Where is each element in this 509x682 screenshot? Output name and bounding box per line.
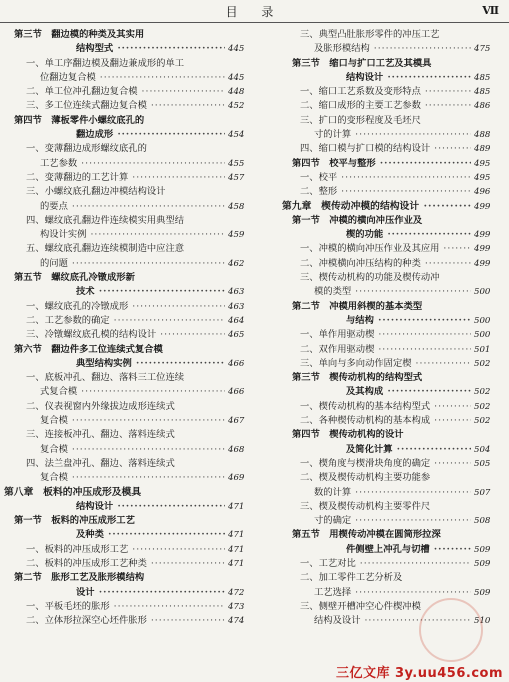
toc-entry-page: 495 <box>474 158 491 169</box>
toc-entry[interactable] <box>0 99 262 113</box>
toc-column-left <box>0 28 262 628</box>
toc-entry[interactable] <box>262 228 507 242</box>
toc-entry-title: 二、立体形拉深空心坯件胀形 ····· <box>26 614 225 628</box>
toc-entry[interactable] <box>0 42 262 56</box>
watermark <box>303 662 503 680</box>
toc-entry[interactable] <box>0 586 262 600</box>
toc-entry-page: 489 <box>474 144 491 155</box>
toc-entry-page: 500 <box>474 330 491 341</box>
toc-entry-title: 式复合模 ····· <box>40 385 225 399</box>
toc-entry[interactable] <box>0 214 262 228</box>
toc-entry-title: 结构及设计 ····· <box>314 614 471 628</box>
toc-entry-title: 的问题 ····· <box>40 257 225 271</box>
toc-entry-title: 一、校平 ····· <box>300 171 471 185</box>
toc-entry[interactable] <box>0 71 262 85</box>
toc-entry-page: 507 <box>474 487 491 498</box>
toc-entry-page: 485 <box>474 87 491 98</box>
toc-entry-title: 三、小螺纹底孔翻边冲模结构设计 <box>26 186 166 198</box>
toc-entry-page: 499 <box>474 230 491 241</box>
toc-entry[interactable] <box>0 285 262 299</box>
toc-entry[interactable] <box>0 85 262 99</box>
toc-entry-title: 三、楔及楔传动机构主要零件尺 <box>300 500 431 512</box>
toc-entry[interactable] <box>0 228 262 242</box>
toc-entry[interactable] <box>0 271 262 285</box>
toc-entry[interactable] <box>262 414 507 428</box>
toc-entry-title: 第四节 薄板零件小螺纹底孔的 <box>14 114 145 126</box>
toc-entry-page: 500 <box>474 315 491 326</box>
toc-entry-page: 469 <box>228 473 245 484</box>
toc-entry-page: 510 <box>474 616 491 627</box>
toc-column-right <box>262 28 507 628</box>
toc-entry-page: 504 <box>474 444 491 455</box>
toc-entry[interactable] <box>262 557 507 571</box>
toc-entry[interactable] <box>0 457 262 471</box>
toc-entry-page: 468 <box>228 444 245 455</box>
toc-entry-title: 二、板料的冲压成形工艺种类 ····· <box>26 557 225 571</box>
toc-entry-title: 一、楔角度与楔滑块角度的确定 ····· <box>300 457 471 471</box>
page-number: Ⅶ <box>482 4 499 17</box>
toc-entry-page: 502 <box>474 401 491 412</box>
toc-entry-title: 工艺选择 ····· <box>314 586 471 600</box>
toc-entry[interactable] <box>0 171 262 185</box>
toc-entry-title: 技术 ····· <box>76 285 225 299</box>
toc-entry[interactable] <box>262 285 507 299</box>
toc-entry[interactable] <box>262 443 507 457</box>
toc-entry[interactable] <box>262 400 507 414</box>
toc-entry-title: 二、仪表视窗内外缘拔边成形连续式 <box>26 400 175 412</box>
toc-entry[interactable] <box>262 242 507 256</box>
toc-entry[interactable] <box>0 400 262 414</box>
toc-entry-title: 第三节 缩口与扩口工艺及其模具 <box>292 57 432 69</box>
toc-entry[interactable] <box>262 28 507 42</box>
toc-entry[interactable] <box>262 171 507 185</box>
toc-entry-page: 499 <box>474 244 491 255</box>
toc-entry-title: 五、螺纹底孔翻边连续模制造中应注意 <box>26 243 185 255</box>
toc-entry[interactable] <box>0 543 262 557</box>
toc-entry[interactable] <box>0 614 262 628</box>
toc-entry-title: 一、单工序翻边模及翻边兼成形的单工 <box>26 57 185 69</box>
toc-entry-page: 472 <box>228 587 245 598</box>
toc-entry-title: 楔的功能 ····· <box>346 228 471 242</box>
toc-entry-title: 第四节 校平与整形 ····· <box>292 157 471 171</box>
page-title: 目 录 <box>225 5 284 19</box>
toc-entry-title: 四、法兰盘冲孔、翻边、落料连续式 <box>26 457 175 469</box>
toc-entry[interactable] <box>0 357 262 371</box>
toc-entry-page: 466 <box>228 358 245 369</box>
toc-entry[interactable] <box>0 28 262 42</box>
toc-entry[interactable] <box>0 557 262 571</box>
toc-entry[interactable] <box>0 157 262 171</box>
toc-entry-title: 件侧壁上冲孔与切槽 ····· <box>346 543 471 557</box>
toc-entry-page: 473 <box>228 601 245 612</box>
toc-entry[interactable] <box>262 343 507 357</box>
toc-entry-page: 466 <box>228 387 245 398</box>
toc-entry[interactable] <box>262 128 507 142</box>
toc-entry[interactable] <box>262 114 507 128</box>
toc-entry-title: 一、冲模的横向冲压作业及其应用 ····· <box>300 242 471 256</box>
toc-entry-page: 471 <box>228 544 245 555</box>
toc-entry-title: 一、工艺对比 ····· <box>300 557 471 571</box>
toc-entry[interactable] <box>0 371 262 385</box>
toc-entry-title: 第九章 楔传动冲模的结构设计 ····· <box>282 200 471 214</box>
toc-entry-title: 三、楔传动机构的功能及楔传动冲 <box>300 272 440 284</box>
toc-entry-title: 第八章 板料的冲压成形及模具 <box>4 486 142 498</box>
toc-entry-title: 复合模 ····· <box>40 471 225 485</box>
toc-entry[interactable] <box>262 314 507 328</box>
toc-entry-title: 典型结构实例 ····· <box>76 357 225 371</box>
toc-entry[interactable] <box>262 457 507 471</box>
toc-entry-title: 模的类型 ····· <box>314 285 471 299</box>
toc-entry[interactable] <box>0 343 262 357</box>
toc-entry-page: 452 <box>228 101 245 112</box>
toc-entry-title: 第二节 胀形工艺及胀形模结构 <box>14 572 145 584</box>
toc-entry[interactable] <box>0 242 262 256</box>
toc-entry-title: 结构设计 ····· <box>76 500 225 514</box>
toc-entry-title: 第四节 楔传动机构的设计 <box>292 429 404 441</box>
toc-entry[interactable] <box>0 114 262 128</box>
toc-entry-title: 设计 ····· <box>76 586 225 600</box>
toc-entry-title: 二、缩口成形的主要工艺参数 ····· <box>300 99 471 113</box>
toc-entry-title: 二、楔及楔传动机构主要功能参 <box>300 472 431 484</box>
toc-entry-page: 465 <box>228 330 245 341</box>
toc-entry-page: 509 <box>474 544 491 555</box>
toc-entry-page: 455 <box>228 158 245 169</box>
toc-entry-title: 结构设计 ····· <box>346 71 471 85</box>
toc-entry-title: 第一节 冲模的横向冲压作业及 <box>292 214 423 226</box>
toc-entry-title: 工艺参数 ····· <box>40 157 225 171</box>
toc-entry[interactable] <box>262 428 507 442</box>
toc-entry-page: 474 <box>228 616 245 627</box>
toc-entry-title: 结构型式 ····· <box>76 42 225 56</box>
toc-entry[interactable] <box>262 71 507 85</box>
toc-entry-page: 462 <box>228 258 245 269</box>
toc-entry-page: 501 <box>474 344 491 355</box>
toc-entry-title: 一、底板冲孔、翻边、落料三工位连续 <box>26 372 185 384</box>
toc-entry-title: 及简化计算 ····· <box>346 443 471 457</box>
toc-entry-page: 454 <box>228 130 245 141</box>
toc-entry[interactable] <box>262 486 507 500</box>
toc-entry[interactable] <box>0 142 262 156</box>
watermark-text: 三亿文库 3y.uu456.com <box>335 666 503 681</box>
toc-entry-title: 一、变薄翻边成形螺纹底孔的 <box>26 143 147 155</box>
toc-entry-title: 四、螺纹底孔翻边件连续模实用典型结 <box>26 214 185 226</box>
toc-entry-page: 475 <box>474 44 491 55</box>
toc-entry-title: 二、双作用驱动楔 ····· <box>300 343 471 357</box>
toc-entry[interactable] <box>262 271 507 285</box>
toc-entry-title: 四、缩口模与扩口模的结构设计 ····· <box>300 142 471 156</box>
toc-entry[interactable] <box>262 543 507 557</box>
toc-entry[interactable] <box>0 500 262 514</box>
toc-entry[interactable] <box>0 428 262 442</box>
toc-entry-title: 二、冲模横向冲压结构的种类 ····· <box>300 257 471 271</box>
toc-entry-title: 一、楔传动机构的基本结构型式 ····· <box>300 400 471 414</box>
toc-entry[interactable] <box>0 57 262 71</box>
toc-entry-title: 翻边成形 ····· <box>76 128 225 142</box>
toc-entry-title: 二、单工位冲孔翻边复合模 ····· <box>26 85 225 99</box>
toc-entry[interactable] <box>262 300 507 314</box>
toc-entry-title: 三、侧壁开槽冲空心件楔冲模 <box>300 600 421 612</box>
toc-entry-title: 第三节 楔传动机构的结构型式 <box>292 372 423 384</box>
toc-entry[interactable] <box>262 99 507 113</box>
toc-entry[interactable] <box>0 414 262 428</box>
toc-entry-page: 488 <box>474 130 491 141</box>
toc-entry-page: 496 <box>474 187 491 198</box>
toc-entry-title: 数的计算 ····· <box>314 486 471 500</box>
toc-entry-title: 二、变薄翻边的工艺计算 ····· <box>26 171 225 185</box>
toc-entry-page: 463 <box>228 301 245 312</box>
toc-entry[interactable] <box>262 200 507 214</box>
toc-entry-title: 三、连接板冲孔、翻边、落料连续式 <box>26 429 175 441</box>
toc-entry-page: 459 <box>228 230 245 241</box>
toc-entry[interactable] <box>0 314 262 328</box>
toc-entry[interactable] <box>0 471 262 485</box>
toc-entry[interactable] <box>262 357 507 371</box>
toc-entry-title: 三、单向与多向动作固定楔 ····· <box>300 357 471 371</box>
toc-entry-page: 495 <box>474 172 491 183</box>
toc-entry[interactable] <box>262 385 507 399</box>
toc-entry-title: 寸的确定 ····· <box>314 514 471 528</box>
toc-entry[interactable] <box>0 571 262 585</box>
toc-entry-title: 寸的计算 ····· <box>314 128 471 142</box>
toc-entry-page: 464 <box>228 315 245 326</box>
toc-entry-page: 509 <box>474 558 491 569</box>
toc-entry-title: 第二节 冲模用斜楔的基本类型 <box>292 300 423 312</box>
toc-entry-title: 三、多工位连续式翻边复合模 ····· <box>26 99 225 113</box>
toc-entry[interactable] <box>0 514 262 528</box>
toc-entry-title: 二、加工零件工艺分析及 <box>300 572 403 584</box>
toc-entry-title: 及胀形模结构 ····· <box>314 42 471 56</box>
toc-entry-page: 471 <box>228 501 245 512</box>
toc-entry[interactable] <box>0 128 262 142</box>
toc-entry-title: 三、扩口的变形程度及毛坯尺 <box>300 114 421 126</box>
toc-entry-page: 445 <box>228 72 245 83</box>
toc-entry[interactable] <box>262 142 507 156</box>
toc-entry[interactable] <box>0 257 262 271</box>
toc-entry[interactable] <box>0 600 262 614</box>
toc-entry-page: 508 <box>474 516 491 527</box>
toc-entry[interactable] <box>262 571 507 585</box>
toc-entry-title: 第一节 板料的冲压成形工艺 <box>14 515 135 527</box>
toc-entry-page: 499 <box>474 201 491 212</box>
toc-entry-title: 复合模 ····· <box>40 414 225 428</box>
toc-entry-title: 构设计实例 ····· <box>40 228 225 242</box>
toc-entry-title: 第五节 用楔传动冲模在圆筒形拉深 <box>292 529 441 541</box>
toc-entry-page: 471 <box>228 558 245 569</box>
toc-entry-title: 一、单作用驱动楔 ····· <box>300 328 471 342</box>
toc-entry-title: 的要点 ····· <box>40 200 225 214</box>
toc-entry[interactable] <box>262 471 507 485</box>
toc-entry[interactable] <box>262 157 507 171</box>
toc-entry-page: 463 <box>228 287 245 298</box>
toc-entry-title: 二、工艺参数的确定 ····· <box>26 314 225 328</box>
toc-entry[interactable] <box>0 528 262 542</box>
toc-entry-page: 486 <box>474 101 491 112</box>
toc-entry-page: 500 <box>474 287 491 298</box>
toc-entry-title: 第五节 螺纹底孔冷镦成形新 <box>14 272 135 284</box>
toc-entry-title: 一、板料的冲压成形工艺 ····· <box>26 543 225 557</box>
toc-entry-title: 二、各种楔传动机构的基本构成 ····· <box>300 414 471 428</box>
watermark-seal <box>419 598 483 662</box>
toc-entry[interactable] <box>262 185 507 199</box>
toc-entry-page: 505 <box>474 458 491 469</box>
toc-entry-title: 复合模 ····· <box>40 443 225 457</box>
toc-entry[interactable] <box>262 257 507 271</box>
toc-entry-title: 与结构 ····· <box>346 314 471 328</box>
toc-entry-page: 471 <box>228 530 245 541</box>
toc-entry-page: 457 <box>228 172 245 183</box>
toc-entry-title: 位翻边复合模 ····· <box>40 71 225 85</box>
toc-entry[interactable] <box>262 500 507 514</box>
toc-entry-page: 458 <box>228 201 245 212</box>
toc-entry[interactable] <box>262 214 507 228</box>
toc-entry[interactable] <box>0 200 262 214</box>
toc-entry[interactable] <box>0 385 262 399</box>
toc-entry[interactable] <box>262 328 507 342</box>
toc-entry[interactable] <box>262 528 507 542</box>
toc-entry-title: 及其构成 ····· <box>346 385 471 399</box>
toc-entry-title: 三、冷镦螺纹底孔模的结构设计 ····· <box>26 328 225 342</box>
toc-entry-title: 第六节 翻边件多工位连续式复合模 <box>14 343 163 355</box>
toc-entry-page: 499 <box>474 258 491 269</box>
toc-entry-title: 一、缩口工艺系数及变形特点 ····· <box>300 85 471 99</box>
toc-entry-page: 502 <box>474 416 491 427</box>
toc-entry[interactable] <box>0 185 262 199</box>
toc-entry[interactable] <box>262 42 507 56</box>
toc-entry-title: 及种类 ····· <box>76 528 225 542</box>
toc-entry-page: 509 <box>474 587 491 598</box>
toc-entry[interactable] <box>0 486 262 500</box>
toc-entry[interactable] <box>0 443 262 457</box>
toc-entry[interactable] <box>0 328 262 342</box>
toc-entry-page: 445 <box>228 44 245 55</box>
toc-entry-page: 502 <box>474 387 491 398</box>
toc-entry-title: 第三节 翻边模的种类及其实用 <box>14 29 145 40</box>
toc-entry[interactable] <box>262 371 507 385</box>
toc-entry-title: 一、平板毛坯的胀形 ····· <box>26 600 225 614</box>
toc-entry[interactable] <box>262 514 507 528</box>
toc-entry-title: 二、整形 ····· <box>300 185 471 199</box>
toc-entry-page: 502 <box>474 358 491 369</box>
page-header <box>0 0 509 23</box>
toc-entry[interactable] <box>262 586 507 600</box>
toc-entry-title: 三、典型凸肚胀形零件的冲压工艺 <box>300 29 440 40</box>
toc-entry[interactable] <box>262 85 507 99</box>
toc-entry[interactable] <box>262 57 507 71</box>
toc-entry-page: 448 <box>228 87 245 98</box>
toc-entry-page: 485 <box>474 72 491 83</box>
toc-entry-title: 一、螺纹底孔的冷镦成形 ····· <box>26 300 225 314</box>
toc-entry[interactable] <box>0 300 262 314</box>
toc-entry-page: 467 <box>228 416 245 427</box>
